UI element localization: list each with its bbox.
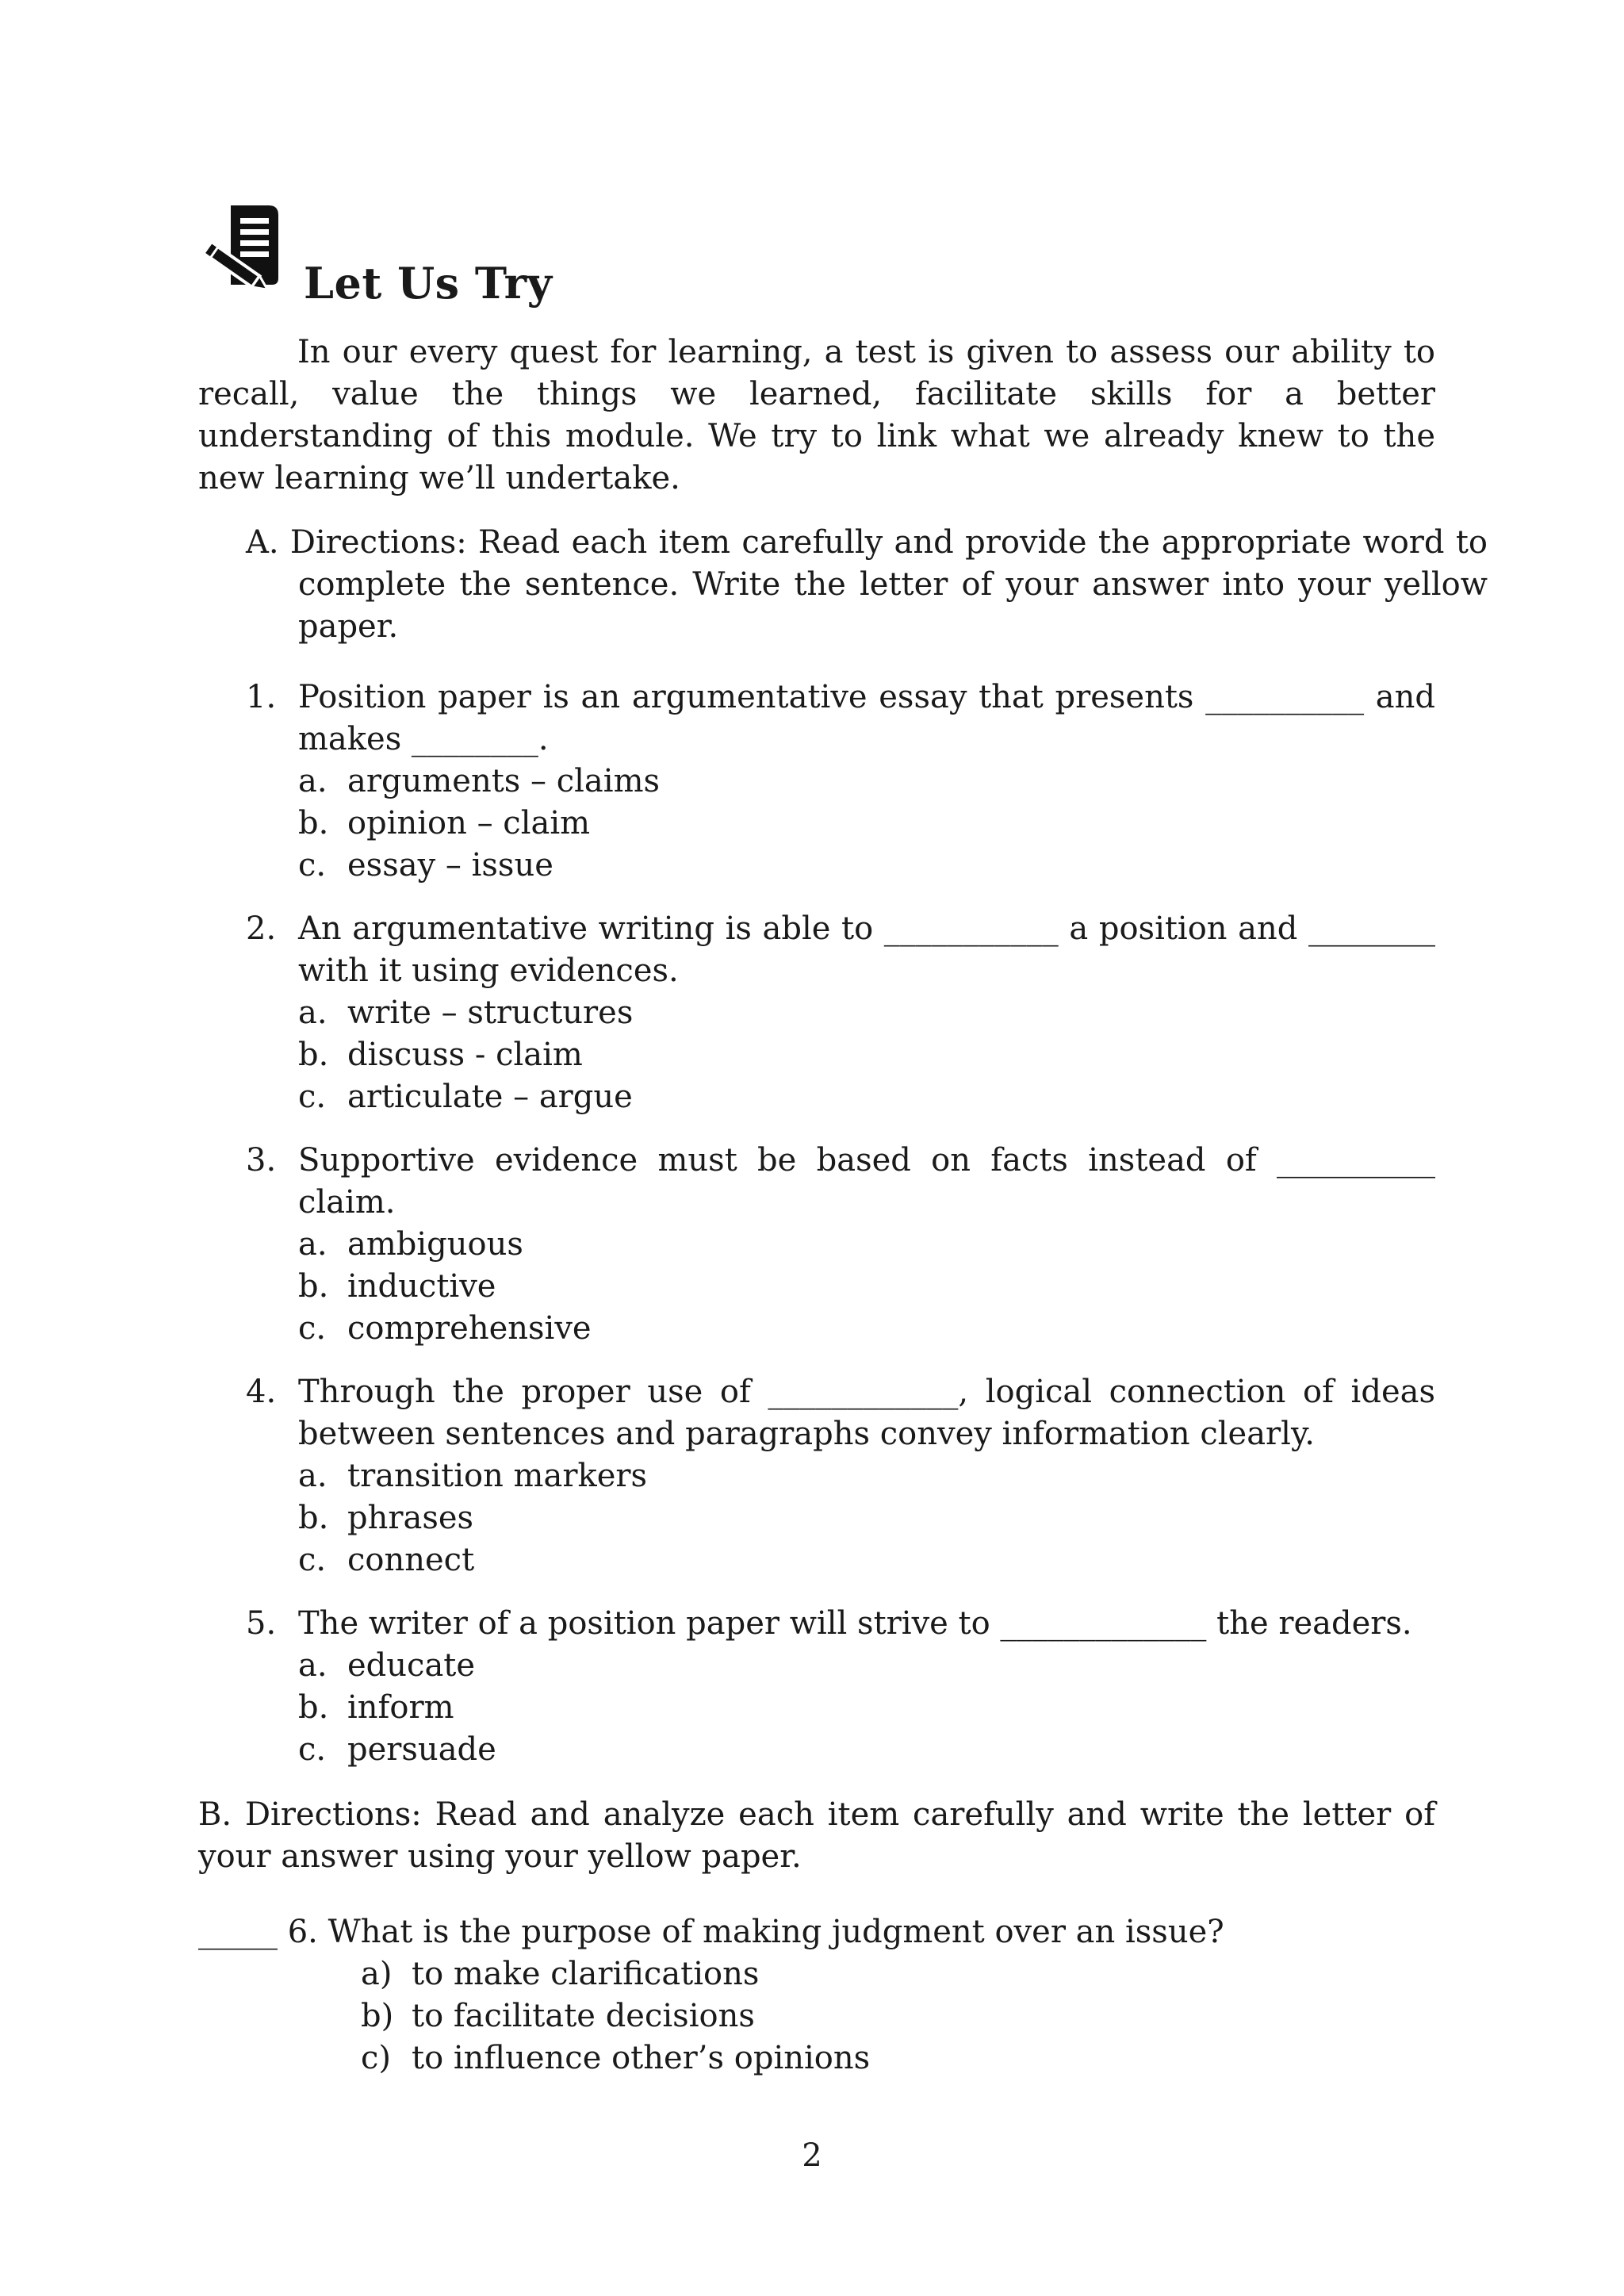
- answer-option: c. essay – issue: [298, 847, 553, 884]
- page-number: 2: [802, 2137, 822, 2174]
- question-stem: An argumentative writing is able to ___________ a position and ________ with it using evidences.: [298, 910, 1435, 989]
- question-item-6: [198, 1911, 1435, 2079]
- question-number: 5.: [246, 1605, 277, 1642]
- answer-option: c. comprehensive: [298, 1310, 592, 1347]
- part-a-directions: A. Directions: Read each item carefully and provide the appropriate word to complete the sentence. Write the letter of your answer into your yellow paper.: [246, 524, 1488, 645]
- answer-option: a. educate: [298, 1647, 476, 1684]
- question-text: [246, 1603, 1435, 1645]
- question-stem: Position paper is an argumentative essay that presents __________ and makes ________.: [298, 679, 1435, 757]
- document-pencil-icon: [202, 202, 291, 293]
- answer-option: c. articulate – argue: [298, 1079, 633, 1115]
- part-b-directions: B. Directions: Read and analyze each item carefully and write the letter of your answer using your yellow paper.: [198, 1796, 1435, 1875]
- question-text: [246, 677, 1435, 761]
- answer-option: a) to make clarifications: [361, 1956, 760, 1992]
- answer-option: a. write – structures: [298, 995, 634, 1031]
- section-title: Let Us Try: [304, 258, 553, 309]
- question-stem: Supportive evidence must be based on facts instead of __________ claim.: [298, 1142, 1435, 1221]
- answer-option: b. discuss - claim: [298, 1037, 583, 1073]
- answer-option: b. inform: [298, 1689, 454, 1726]
- answer-options: [246, 1645, 1435, 1771]
- question-item-2: [246, 908, 1435, 1118]
- answer-option: b. phrases: [298, 1500, 474, 1536]
- answer-options: [246, 992, 1435, 1118]
- answer-option: c. persuade: [298, 1731, 496, 1768]
- answer-option: a. arguments – claims: [298, 763, 661, 799]
- answer-option: b. opinion – claim: [298, 805, 591, 841]
- question-item-1: [246, 677, 1435, 887]
- question-item-4: [246, 1371, 1435, 1581]
- answer-option: b. inductive: [298, 1268, 496, 1305]
- section-header: [202, 202, 916, 309]
- question-text: [246, 1140, 1435, 1224]
- question-item-3: [246, 1140, 1435, 1350]
- question-number: 3.: [246, 1142, 277, 1179]
- answer-options: [246, 761, 1435, 887]
- intro-paragraph: In our every quest for learning, a test is given to assess our ability to recall, value the things we learned, facilitate skills for a better understanding of this module. We try to link what we already knew to the new learning we’ll undertake.: [198, 334, 1435, 496]
- answer-options: [246, 1455, 1435, 1581]
- question-item-5: [246, 1603, 1435, 1771]
- answer-option: c) to influence other’s opinions: [361, 2040, 871, 2076]
- answer-option: a. transition markers: [298, 1458, 648, 1494]
- question-text: [246, 908, 1435, 992]
- answer-option: a. ambiguous: [298, 1226, 523, 1263]
- question-stem: Through the proper use of ____________, logical connection of ideas between sentences and paragraphs convey information clearly.: [298, 1374, 1435, 1452]
- answer-option: c. connect: [298, 1542, 475, 1578]
- question-text: [246, 1371, 1435, 1455]
- answer-option: b) to facilitate decisions: [361, 1998, 755, 2034]
- question-number: 2.: [246, 910, 277, 947]
- answer-options: [198, 1953, 1435, 2079]
- question-text: _____ 6. What is the purpose of making judgment over an issue?: [198, 1914, 1224, 1950]
- answer-options: [246, 1224, 1435, 1350]
- question-number: 4.: [246, 1374, 277, 1410]
- question-number: 1.: [246, 679, 277, 715]
- question-stem: The writer of a position paper will strive to _____________ the readers.: [298, 1605, 1412, 1642]
